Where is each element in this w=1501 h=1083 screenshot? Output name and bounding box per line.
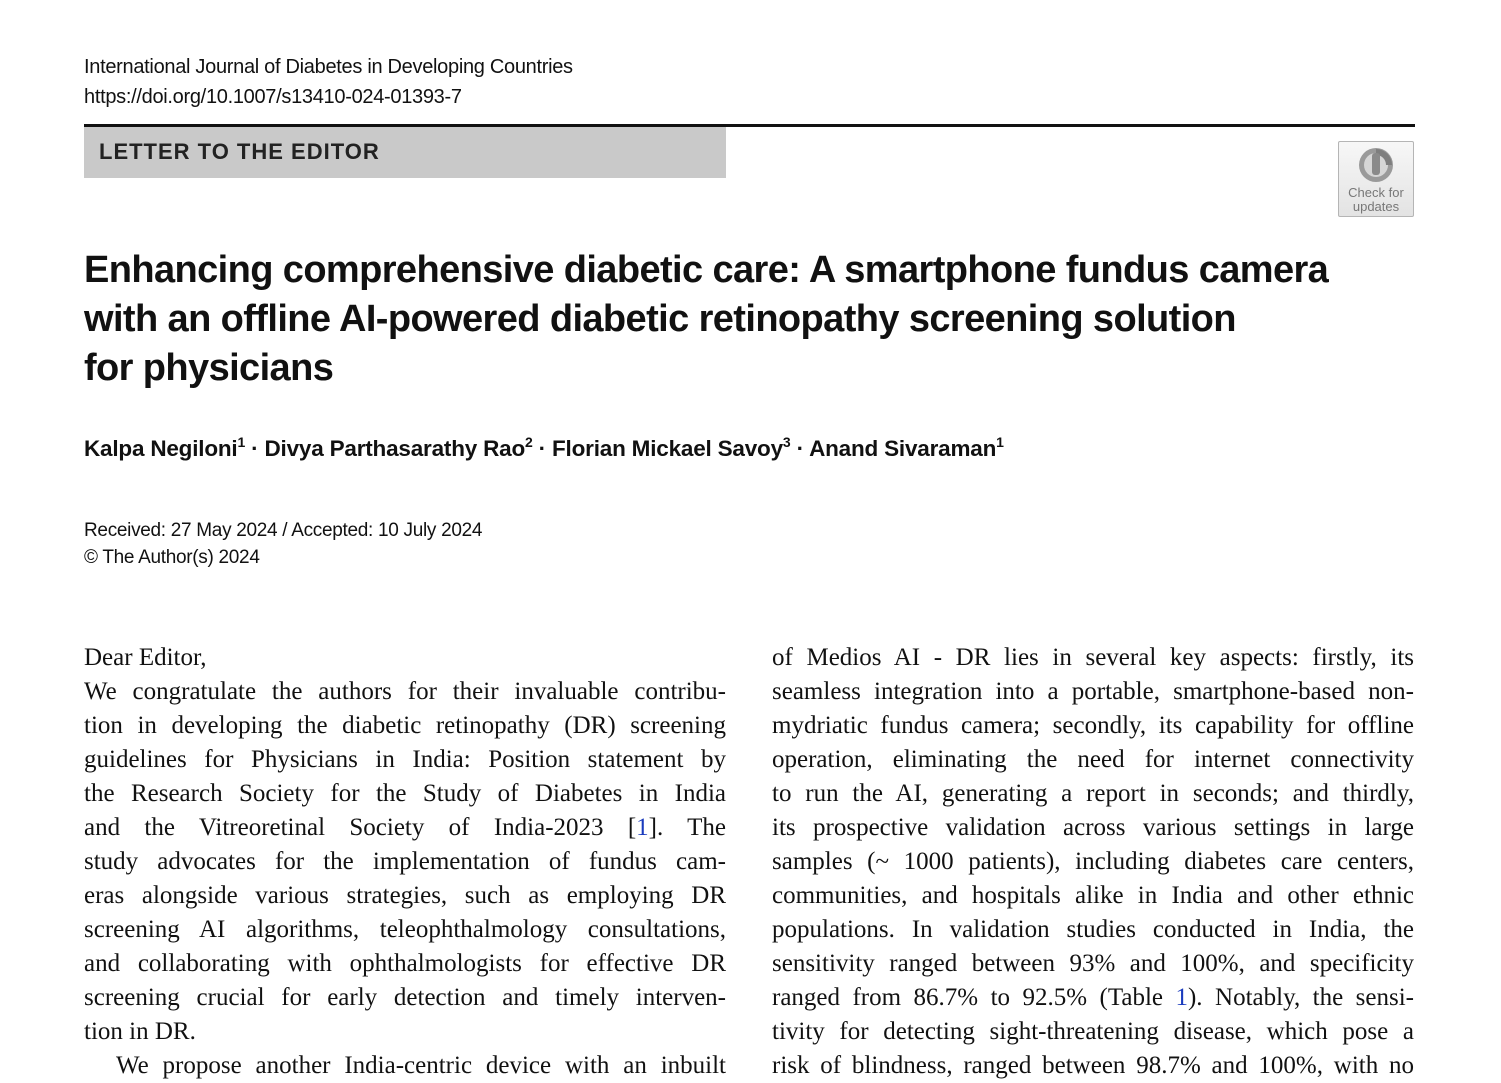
check-for-updates-label: [1339, 186, 1413, 214]
title-line: Enhancing comprehensive diabetic care: A smartphone fundus camera: [84, 249, 1329, 291]
body-line: its prospective validation across various settings in large: [772, 814, 1414, 841]
body-line: tion in DR.: [84, 1018, 196, 1045]
copyright: © The Author(s) 2024: [84, 547, 260, 568]
body-line-with-ref: [772, 981, 1414, 1015]
body-line: the Research Society for the Study of Diabetes in India: [84, 780, 726, 807]
body-line: We propose another India-centric device with an inbuilt: [116, 1052, 726, 1079]
journal-name: International Journal of Diabetes in Developing Countries: [84, 56, 573, 78]
body-line: seamless integration into a portable, smartphone-based non-: [772, 678, 1414, 705]
body-line: We congratulate the authors for their invaluable contribu-: [84, 678, 726, 705]
body-line: screening crucial for early detection and timely interven-: [84, 984, 726, 1011]
check-for-updates-icon: [1356, 145, 1396, 185]
author-name[interactable]: Florian Mickael Savoy: [552, 436, 783, 461]
affiliation-number: 1: [996, 434, 1004, 450]
cfu-line-2: updates: [1352, 199, 1400, 214]
article-title: [84, 246, 1404, 393]
body-line: operation, eliminating the need for internet connectivity: [772, 746, 1414, 773]
section-label: LETTER TO THE EDITOR: [99, 139, 380, 164]
article-dates: [84, 517, 482, 571]
affiliation-number: 2: [525, 434, 533, 450]
body-line: screening AI algorithms, teleophthalmology consultations,: [84, 916, 726, 943]
author-name[interactable]: Kalpa Negiloni: [84, 436, 238, 461]
left-column: [84, 641, 726, 1083]
title-line: for physicians: [84, 347, 334, 389]
citation-link[interactable]: 1: [636, 814, 649, 841]
author-name[interactable]: Divya Parthasarathy Rao: [264, 436, 526, 461]
right-column: [772, 641, 1414, 1083]
check-for-updates-button[interactable]: [1338, 141, 1414, 217]
body-line: populations. In validation studies conducted in India, the: [772, 916, 1414, 943]
affiliation-number: 1: [237, 434, 246, 450]
line-text: ). Notably, the sensi-: [1187, 984, 1414, 1011]
body-line: eras alongside various strategies, such as employing DR: [84, 882, 726, 909]
author-separator: ·: [790, 436, 810, 461]
body-line: mydriatic fundus camera; secondly, its capability for offline: [772, 712, 1414, 739]
section-bar: [84, 127, 726, 178]
table-link[interactable]: 1: [1175, 984, 1188, 1011]
body-line: sensitivity ranged between 93% and 100%, and specificity: [772, 950, 1414, 977]
body-line: samples (~ 1000 patients), including diabetes care centers,: [772, 848, 1414, 875]
journal-header: [84, 52, 573, 112]
body-line: tivity for detecting sight-threatening disease, which pose a: [772, 1018, 1414, 1045]
body-line: to run the AI, generating a report in seconds; and thirdly,: [772, 780, 1414, 807]
line-text: ranged from 86.7% to 92.5% (Table: [772, 984, 1176, 1011]
body-line: risk of blindness, ranged between 98.7% and 100%, with no: [772, 1052, 1414, 1079]
author-separator: ·: [532, 436, 553, 461]
cfu-line-1: Check for: [1348, 185, 1404, 200]
author-name[interactable]: Anand Sivaraman: [809, 436, 997, 461]
body-line-with-ref: [84, 811, 726, 845]
title-line: with an offline AI-powered diabetic retinopathy screening solution: [84, 298, 1236, 340]
line-text: ]. The: [648, 814, 726, 841]
body-line: and collaborating with ophthalmologists for effective DR: [84, 950, 726, 977]
doi-link[interactable]: https://doi.org/10.1007/s13410-024-01393-7: [84, 86, 462, 108]
author-separator: ·: [245, 436, 265, 461]
body-line: guidelines for Physicians in India: Position statement by: [84, 746, 726, 773]
affiliation-number: 3: [782, 434, 791, 450]
body-line: study advocates for the implementation of fundus cam-: [84, 848, 726, 875]
received-accepted: Received: 27 May 2024 / Accepted: 10 July 2024: [84, 520, 483, 541]
line-text: and the Vitreoretinal Society of India-2023 [: [84, 814, 637, 841]
body-line: tion in developing the diabetic retinopathy (DR) screening: [84, 712, 726, 739]
body-line: communities, and hospitals alike in India and other ethnic: [772, 882, 1414, 909]
body-line: of Medios AI - DR lies in several key aspects: firstly, its: [772, 644, 1414, 671]
salutation: Dear Editor,: [84, 644, 207, 671]
author-list: [84, 436, 1004, 462]
